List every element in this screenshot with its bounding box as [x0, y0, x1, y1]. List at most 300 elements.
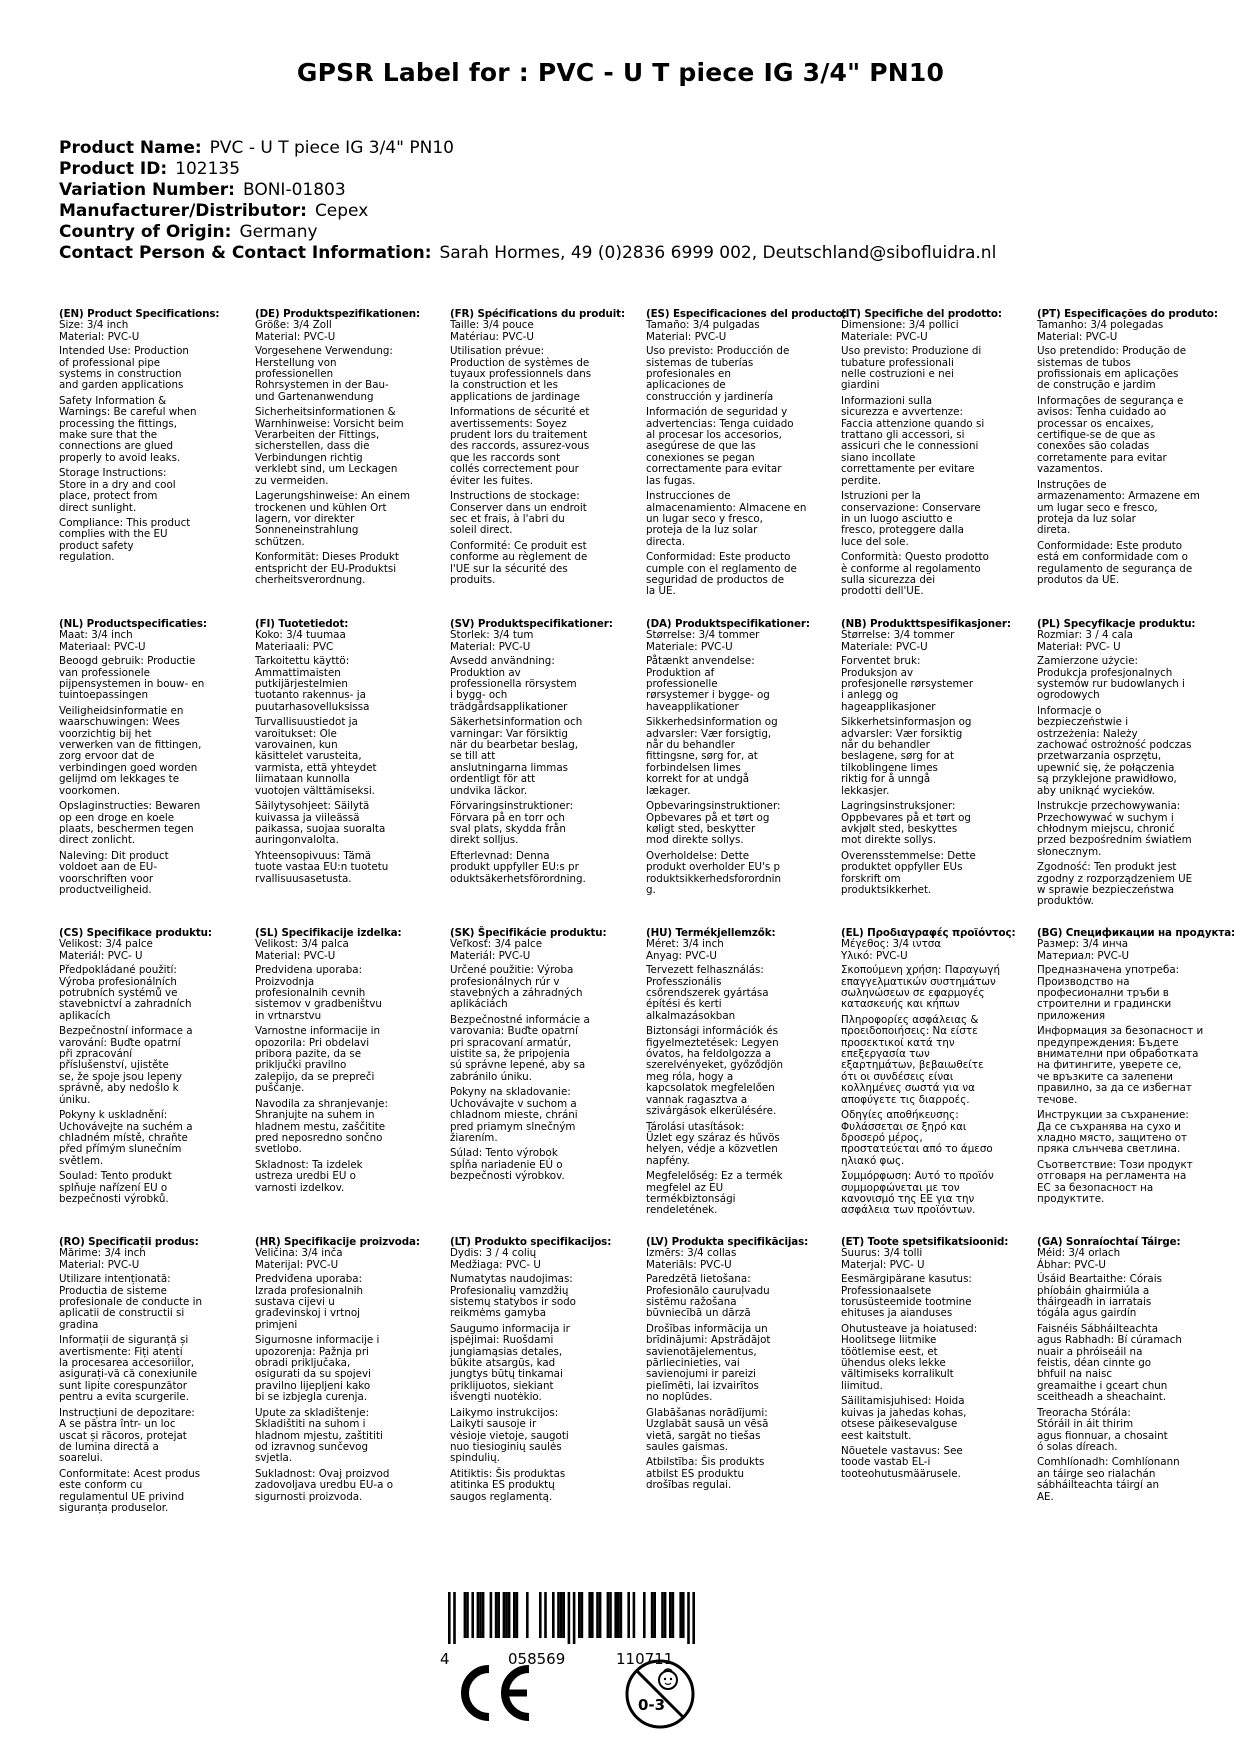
barcode-bar [490, 1592, 493, 1638]
spec-line: építési és kerti [646, 998, 722, 1011]
spec-heading: (SK) Špecifikácie produktu: [450, 927, 607, 939]
spec-line: sec et frais, à l'abri du [450, 512, 565, 525]
barcode-bar [669, 1592, 672, 1638]
spec-line: Numatytas naudojimas: [450, 1273, 573, 1286]
spec-section [841, 491, 1027, 548]
spec-line: ehituses ja aianduses [841, 1307, 953, 1320]
ean-barcode [438, 1592, 708, 1648]
product-id-label: Product ID: [59, 159, 168, 179]
spec-line: Производство на [1037, 975, 1130, 988]
spec-line: ordentligt för att [450, 773, 536, 786]
barcode-bar [539, 1592, 542, 1638]
spec-line: tháirgeadh in iarratais [1037, 1296, 1152, 1309]
barcode-bar [653, 1592, 656, 1638]
spec-line: Да се съхранява на сухо и [1037, 1120, 1181, 1133]
spec-line: product safety [59, 539, 134, 552]
spec-line: tuote vastaa EU:n tuotetu [255, 861, 389, 874]
spec-line: Veiligheidsinformatie en [59, 704, 184, 717]
spec-line: Tervezett felhasználás: [646, 964, 764, 977]
spec-line: trattano gli accessori, si [841, 429, 965, 442]
spec-line: vietā, sargāt no tiešas [646, 1429, 761, 1442]
spec-line: è conforme al regolamento [841, 562, 981, 575]
spec-line: direct sunlight. [59, 501, 137, 514]
spec-line: prudent lors du traitement [450, 429, 588, 442]
spec-line: Oppbevares på et tørt og [841, 811, 971, 824]
spec-line: conforme au règlement de [450, 551, 588, 564]
spec-line: Conformità: Questo prodotto [841, 551, 989, 564]
spec-line: Laikyti sausoje ir [450, 1418, 537, 1431]
manufacturer-label: Manufacturer/Distributor: [59, 201, 307, 221]
spec-line: sustava cijevi u [255, 1296, 335, 1309]
spec-line: išvengti nuotėkio. [450, 1391, 542, 1404]
spec-line: světlem. [59, 1154, 104, 1167]
spec-line: soleil direct. [450, 524, 513, 537]
country-of-origin-label: Country of Origin: [59, 222, 232, 242]
spec-size: Méid: 3/4 orlach [1037, 1247, 1121, 1260]
spec-line: direta. [1037, 524, 1071, 537]
spec-material: Materiál: PVC-U [450, 949, 531, 962]
spec-line: varování: Buďte opatrní [59, 1036, 181, 1049]
spec-line: anslutningarna limmas [450, 761, 569, 774]
spec-heading: (NB) Produkttspesifikasjoner: [841, 618, 1011, 630]
spec-line: Lagringsinstruksjoner: [841, 800, 956, 813]
spec-line: conexiones se pegan [646, 451, 755, 464]
spec-line: direct zonlicht. [59, 834, 136, 847]
spec-line: napfény. [646, 1154, 690, 1167]
spec-block [59, 1237, 245, 1514]
spec-line: Intended Use: Production [59, 345, 189, 358]
barcode-bar [661, 1592, 664, 1638]
spec-material: Materiale: PVC-U [841, 640, 928, 653]
spec-line: hladnom mjestu, zaštititi [255, 1429, 383, 1442]
spec-line: προστατεύεται από το άμεσο [841, 1143, 993, 1156]
spec-line: rendeletének. [646, 1204, 718, 1217]
spec-line: regulamento de segurança de [1037, 562, 1193, 575]
spec-section [841, 717, 1027, 797]
spec-line: armazenamento: Armazene em [1037, 490, 1200, 503]
spec-line: profesionales en [646, 368, 731, 381]
spec-section [255, 1335, 441, 1403]
spec-heading: (EN) Product Specifications: [59, 308, 220, 320]
spec-line: la procesarea accesoriilor, [59, 1357, 195, 1370]
barcode-bar [464, 1592, 467, 1638]
spec-section [646, 717, 832, 797]
spec-line: beslagene, sørg for at [841, 750, 954, 763]
spec-heading: (PT) Especificações do produto: [1037, 308, 1218, 320]
spec-material: Material: PVC-U [255, 949, 336, 962]
spec-line: hageapplikasjoner [841, 700, 936, 713]
spec-line: pielīmēti, lai izvairītos [646, 1379, 759, 1392]
spec-line: lagern, vor direkter [255, 512, 355, 525]
spec-line: in un luogo asciutto e [841, 512, 953, 525]
spec-line: před přímým slunečním [59, 1143, 182, 1156]
spec-section [450, 801, 636, 847]
spec-line: jungtys būtų tinkamai [450, 1368, 563, 1381]
spec-line: κολλημένες σωστά για να [841, 1082, 975, 1095]
spec-line: отговаря на регламента на [1037, 1170, 1187, 1183]
spec-line: Laikymo instrukcijos: [450, 1406, 559, 1419]
spec-section [1037, 480, 1223, 537]
spec-line: properly to avoid leaks. [59, 451, 181, 464]
spec-line: Instrukcje przechowywania: [1037, 800, 1181, 813]
barcode-bar [482, 1592, 485, 1638]
spec-block [841, 1237, 1027, 1480]
spec-line: alkalmazásokban [646, 1009, 736, 1022]
spec-line: tuintoepassingen [59, 689, 148, 702]
barcode-bar [453, 1592, 456, 1644]
spec-line: szerelvényeket, győződjön [646, 1059, 784, 1072]
spec-line: óvatos, ha feldolgozza a [646, 1048, 772, 1061]
spec-line: Overensstemmelse: Dette [841, 849, 976, 862]
spec-block [59, 619, 245, 896]
spec-line: Pokyny k uskladnění: [59, 1109, 168, 1122]
spec-line: Säkerhetsinformation och [450, 716, 583, 729]
spec-line: Przechowywać w suchym i [1037, 811, 1174, 824]
spec-section [450, 851, 636, 885]
spec-line: sábháilteachta táirgí an [1037, 1479, 1160, 1492]
spec-section [646, 1026, 832, 1117]
spec-line: la construction et les [450, 379, 558, 392]
spec-line: helyen, védje a közvetlen [646, 1143, 778, 1156]
barcode-bar [588, 1592, 591, 1638]
spec-line: aby uniknąć wycieków. [1037, 784, 1155, 797]
spec-line: avertismente: Fiți atenți [59, 1345, 183, 1358]
spec-line: stavebnictví a zahradních [59, 998, 192, 1011]
spec-line: g. [646, 883, 656, 896]
barcode-bar [664, 1592, 667, 1638]
spec-line: sistemų statybos ir sodo [450, 1296, 576, 1309]
spec-line: Atbilstība: Šis produkts [646, 1456, 765, 1469]
spec-line: sulla sicurezza dei [841, 573, 936, 586]
spec-line: Efterlevnad: Denna [450, 849, 550, 862]
spec-line: no noplūdes. [646, 1391, 713, 1404]
spec-line: Zamierzone użycie: [1037, 655, 1139, 668]
spec-line: Overholdelse: Dette [646, 849, 750, 862]
spec-line: Tárolási utasítások: [646, 1120, 745, 1133]
barcode-bar [607, 1592, 610, 1638]
spec-line: drošības regulai. [646, 1479, 732, 1492]
spec-section [841, 656, 1027, 713]
spec-line: figyelmeztetések: Legyen [646, 1036, 779, 1049]
spec-line: forskrift om [841, 872, 901, 885]
spec-heading: (FI) Tuotetiedot: [255, 618, 349, 630]
barcode-bar [508, 1592, 511, 1638]
page-title: GPSR Label for : PVC - U T piece IG 3/4" PN10 [296, 58, 945, 87]
spec-line: Predviđena uporaba: [255, 1273, 363, 1286]
spec-line: verbindingen goed worden [59, 761, 198, 774]
spec-line: Conformité: Ce produit est [450, 539, 587, 552]
spec-line: Uso pretendido: Produção de [1037, 345, 1187, 358]
spec-line: Drošības informācija un [646, 1322, 768, 1335]
spec-line: varnosti izdelkov. [255, 1181, 345, 1194]
spec-size: Размер: 3/4 инча [1037, 938, 1129, 951]
spec-line: torusüsteemide tootmine [841, 1296, 972, 1309]
spec-line: assicuri che le connessioni [841, 440, 979, 453]
spec-line: Utilisation prévue: [450, 345, 545, 358]
spec-line: soarelui. [59, 1452, 103, 1465]
barcode-bar [599, 1592, 602, 1638]
spec-line: Verarbeiten der Fittings, [255, 429, 380, 442]
country-of-origin-value: Germany [239, 222, 318, 242]
spec-line: opozorila: Pri obdelavi [255, 1036, 370, 1049]
spec-size: Méret: 3/4 inch [646, 938, 724, 951]
spec-line: Skladištiti na suhom i [255, 1418, 366, 1431]
spec-section [841, 801, 1027, 847]
spec-line: įspėjimai: Ruošdami [450, 1334, 554, 1347]
spec-line: Instrucțiuni de depozitare: [59, 1406, 195, 1419]
spec-line: nuo tiesioginių saulės [450, 1440, 562, 1453]
spec-line: priključki pravilno [255, 1059, 347, 1072]
spec-size: Storlek: 3/4 tum [450, 629, 534, 642]
spec-line: Productia de sisteme [59, 1284, 168, 1297]
spec-line: corretamente para evitar [1037, 451, 1167, 464]
spec-line: agus Rabhadh: Bí cúramach [1037, 1334, 1182, 1347]
spec-line: Soulad: Tento produkt [59, 1170, 172, 1183]
spec-line: rørsystemer i bygge- og [646, 689, 770, 702]
spec-line: Konformität: Dieses Produkt [255, 551, 399, 564]
spec-section [255, 1026, 441, 1094]
barcode-bar [497, 1592, 500, 1638]
spec-line: correttamente per evitare [841, 463, 975, 476]
spec-line: profissionais em aplicações [1037, 368, 1179, 381]
spec-line: productveiligheid. [59, 883, 152, 896]
spec-section [646, 346, 832, 403]
spec-size: Taille: 3/4 pouce [450, 319, 534, 332]
spec-section [450, 717, 636, 797]
spec-line: feistis, déan cinnte go [1037, 1357, 1152, 1370]
spec-line: Sikkerhedsinformation og [646, 716, 778, 729]
spec-line: Förvara på en torr och [450, 811, 565, 824]
spec-section [1037, 396, 1223, 476]
spec-line: žiarením. [450, 1131, 498, 1144]
spec-line: in vrtnarstvu [255, 1009, 322, 1022]
spec-material: Material: PVC-U [59, 1258, 140, 1271]
spec-line: Atitiktis: Šis produktas [450, 1467, 566, 1480]
spec-line: når du behandler [646, 739, 735, 752]
spec-line: επαγγελματικών συστημάτων [841, 975, 996, 988]
spec-line: Sigurnosne informacije i [255, 1334, 380, 1347]
spec-line: приложения [1037, 1009, 1106, 1022]
spec-line: spĺňa nariadenie EÚ o [450, 1158, 563, 1171]
spec-line: Πληροφορίες ασφάλειας & [841, 1013, 979, 1026]
spec-section [646, 491, 832, 548]
spec-heading: (SL) Specifikacije izdelka: [255, 927, 402, 939]
spec-section [841, 1110, 1027, 1167]
barcode-digit-first: 4 [440, 1650, 450, 1668]
spec-line: sicherstellen, dass die [255, 440, 370, 453]
spec-line: atbilst ES produktu [646, 1467, 745, 1480]
spec-line: conexões são coladas [1037, 440, 1150, 453]
spec-section [450, 965, 636, 1011]
spec-line: tilkoblingene limes [841, 761, 938, 774]
barcode-bar [557, 1592, 560, 1638]
spec-line: pred neposredno sončno [255, 1131, 383, 1144]
spec-line: primjeni [255, 1318, 298, 1331]
spec-line: Navodila za shranjevanje: [255, 1097, 388, 1110]
spec-section [255, 851, 441, 885]
spec-size: Størrelse: 3/4 tommer [646, 629, 760, 642]
spec-line: Οδηγίες αποθήκευσης: [841, 1109, 959, 1122]
spec-line: varovania: Buďte opatrní [450, 1025, 578, 1038]
spec-line: správně, aby nedošlo k [59, 1082, 179, 1095]
spec-line: są przyklejone prawidłowo, [1037, 773, 1177, 786]
spec-line: δροσερό μέρος, [841, 1131, 923, 1144]
spec-line: systemów rur budowlanych i [1037, 678, 1185, 691]
spec-line: Varnostne informacije in [255, 1025, 381, 1038]
spec-section [841, 552, 1027, 598]
spec-section [1037, 1408, 1223, 1454]
spec-line: priklijuotos, siekiant [450, 1379, 554, 1392]
spec-line: Ohutusteave ja hoiatused: [841, 1322, 978, 1335]
spec-line: processar os encaixes, [1037, 417, 1154, 430]
spec-block [1037, 309, 1223, 586]
spec-section [59, 1026, 245, 1106]
spec-heading: (GA) Sonraíochtaí Táirge: [1037, 1236, 1181, 1248]
spec-line: puščanje. [255, 1082, 305, 1095]
spec-material: Materiale: PVC-U [646, 640, 733, 653]
spec-line: Production de systèmes de [450, 356, 590, 369]
spec-line: putkijärjestelmien [255, 678, 348, 691]
barcode-bar [679, 1592, 682, 1638]
spec-line: luce del sole. [841, 535, 909, 548]
spec-line: Nõuetele vastavus: See [841, 1444, 963, 1457]
spec-line: Uso previsto: Producción de [646, 345, 790, 358]
variation-number-row [59, 180, 996, 201]
spec-section [450, 656, 636, 713]
spec-section [450, 1408, 636, 1465]
spec-line: vannak ragasztva a [646, 1093, 748, 1106]
spec-line: Shranjujte na suhem in [255, 1109, 375, 1122]
spec-heading: (NL) Productspecificaties: [59, 618, 207, 630]
spec-line: vazamentos. [1037, 463, 1103, 476]
spec-section [450, 1148, 636, 1182]
barcode-bar [526, 1592, 529, 1638]
spec-line: przed bezpośrednim światłem [1037, 834, 1192, 847]
spec-line: Glabāšanas norādījumi: [646, 1406, 768, 1419]
spec-line: pijpensystemen in bouw- en [59, 678, 205, 691]
spec-line: kuivassa ja viileässä [255, 811, 360, 824]
spec-line: käsittelet varusteita, [255, 750, 362, 763]
spec-material: Material: PVC-U [646, 330, 727, 343]
spec-line: chladnom mieste, chráni [450, 1109, 578, 1122]
spec-material: Materiaal: PVC-U [59, 640, 146, 653]
spec-line: potrubních systémů ve [59, 987, 178, 1000]
spec-line: строителни и градински [1037, 998, 1172, 1011]
spec-line: plaats, beschermen tegen [59, 822, 194, 835]
spec-line: Proizvodnja [255, 975, 315, 988]
spec-block [255, 309, 441, 586]
spec-line: eest kaitstult. [841, 1429, 912, 1442]
spec-line: Üzlet egy száraz és hűvös [646, 1131, 780, 1144]
spec-line: voorzichtig bij het [59, 727, 152, 740]
spec-line: течове. [1037, 1093, 1078, 1106]
spec-line: asegúrese de que las [646, 440, 756, 453]
spec-line: Förvaringsinstruktioner: [450, 800, 574, 813]
spec-line: σωληνώσεων σε εφαρμογές [841, 987, 985, 1000]
spec-line: предупреждения: Бъдете [1037, 1036, 1179, 1049]
spec-line: saugos reglamentą. [450, 1490, 553, 1503]
spec-line: construcción y jardinería [646, 390, 774, 403]
spec-section [841, 346, 1027, 392]
spec-line: direkt solljus. [450, 834, 519, 847]
spec-line: zadovoljava uredbu EU-a o [255, 1479, 394, 1492]
spec-line: būkite atsargūs, kad [450, 1357, 556, 1370]
spec-line: při zpracování [59, 1048, 133, 1061]
spec-size: Veľkosť: 3/4 palce [450, 938, 543, 951]
spec-section [841, 1015, 1027, 1106]
spec-section [646, 1171, 832, 1217]
spec-line: Turvallisuustiedot ja [255, 716, 358, 729]
spec-block [841, 619, 1027, 896]
spec-line: zu vermeiden. [255, 474, 329, 487]
spec-line: professionella rörsystem [450, 678, 577, 691]
spec-line: systems in construction [59, 368, 182, 381]
spec-line: Profesionālo cauruļvadu [646, 1284, 770, 1297]
spec-line: puutarhasovelluksissa [255, 700, 370, 713]
spec-line: Istruzioni per la [841, 490, 921, 503]
spec-size: Mărime: 3/4 inch [59, 1247, 146, 1260]
spec-line: trädgårdsapplikationer [450, 700, 568, 713]
spec-line: zorg ervoor dat de [59, 750, 155, 763]
spec-heading: (EL) Προδιαγραφές προϊόντος: [841, 927, 1016, 939]
spec-line: че връзките са залепени [1037, 1070, 1174, 1083]
spec-section [255, 1274, 441, 1331]
spec-line: mot direkte sollys. [841, 834, 937, 847]
barcode-bar [562, 1592, 565, 1638]
spec-line: un lugar seco y fresco, [646, 512, 763, 525]
spec-section [1037, 1026, 1223, 1106]
spec-section [646, 801, 832, 847]
spec-line: töötlemise eest, et [841, 1345, 938, 1358]
not-for-children-0-3-icon [624, 1658, 696, 1734]
spec-line: reikmėms gamyba [450, 1307, 547, 1320]
barcode-bar [479, 1592, 482, 1638]
spec-line: of professional pipe [59, 356, 161, 369]
spec-line: sceitheadh a sheachaint. [1037, 1391, 1167, 1404]
spec-line: Faccia attenzione quando si [841, 417, 985, 430]
barcode-bar [617, 1592, 620, 1638]
spec-line: fresco, proteggere dalla [841, 524, 964, 537]
spec-material: Υλικό: PVC-U [841, 949, 908, 962]
spec-line: lækager. [646, 784, 691, 797]
spec-section [646, 407, 832, 487]
spec-line: Ammattimaisten [255, 666, 341, 679]
spec-line: Rohrsystemen in der Bau- [255, 379, 389, 392]
spec-section [1037, 706, 1223, 797]
spec-line: Sukladnost: Ovaj proizvod [255, 1467, 390, 1480]
spec-line: avkjølt sted, beskyttes [841, 822, 958, 835]
spec-line: przetwarzania osprzętu, [1037, 750, 1162, 763]
barcode-bar [581, 1592, 584, 1638]
spec-line: cherheitsverordnung. [255, 573, 366, 586]
spec-line: produktet oppfyller EUs [841, 861, 963, 874]
spec-line: mod direkte sollys. [646, 834, 744, 847]
barcode-bar [596, 1592, 599, 1638]
barcode-bar [651, 1592, 654, 1638]
spec-line: almacenamiento: Almacene en [646, 501, 807, 514]
spec-heading: (LV) Produkta specifikācijas: [646, 1236, 809, 1248]
spec-line: cumple con el reglamento de [646, 562, 797, 575]
spec-line: Informazioni sulla [841, 394, 933, 407]
spec-line: Hoolitsege liitmike [841, 1334, 937, 1347]
spec-line: Opslaginstructies: Bewaren [59, 800, 201, 813]
barcode-bar [682, 1592, 685, 1638]
spec-heading: (BG) Спецификации на продукта: [1037, 927, 1236, 939]
age-range-text: 0-3 [638, 1696, 666, 1714]
spec-line: undvika läckor. [450, 784, 528, 797]
spec-heading: (IT) Specifiche del prodotto: [841, 308, 1002, 320]
spec-line: Naleving: Dit product [59, 849, 169, 862]
